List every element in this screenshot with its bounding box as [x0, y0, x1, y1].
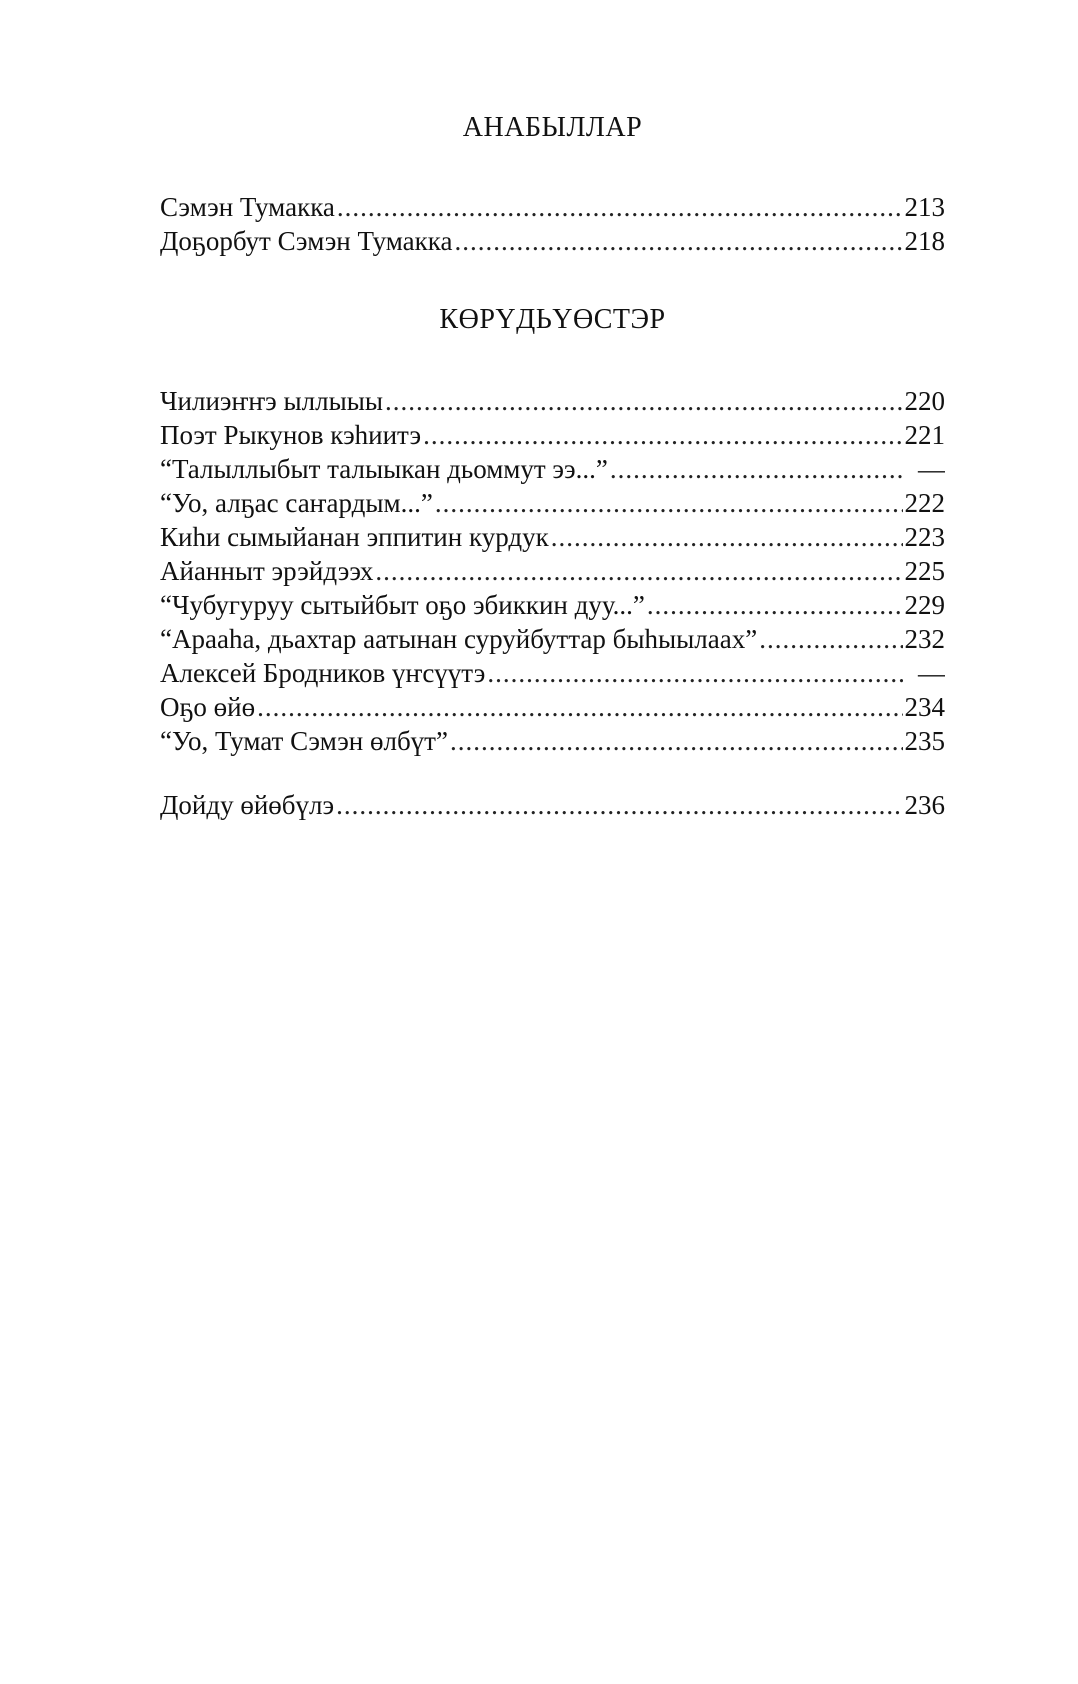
closing-entries: [160, 788, 945, 822]
toc-entry-title: Оҕо өйө: [160, 692, 256, 722]
toc-entry-page: 225: [904, 556, 945, 586]
dot-leader: [385, 384, 902, 418]
toc-entry-title: “Арааһа, дьахтар аатынан суруйбуттар быһыылаах”: [160, 624, 758, 654]
toc-entry-title: Дойду өйөбүлэ: [160, 790, 335, 820]
toc-entry-title: Поэт Рыкунов кэһиитэ: [160, 420, 422, 450]
dot-leader: [759, 622, 902, 656]
toc-entry-title: “Чубугуруу сытыйбыт оҕо эбиккин дуу...”: [160, 590, 645, 620]
toc-entry-page: 223: [904, 522, 945, 552]
section-entries-anabyllar: [160, 190, 945, 258]
toc-entry[interactable]: [160, 190, 945, 224]
dot-leader: [257, 690, 902, 724]
toc-entry-page: 234: [904, 692, 945, 722]
toc-entry-page: 218: [904, 226, 945, 256]
toc-entry-title: Айанныт эрэйдээх: [160, 556, 374, 586]
dot-leader: [423, 418, 902, 452]
dot-leader: [450, 724, 903, 758]
dot-leader: [337, 190, 903, 224]
toc-entry[interactable]: [160, 486, 945, 520]
toc-entry-title: “Талыллыбыт талыыкан дьоммут ээ...”: [160, 454, 608, 484]
toc-entry-title: Сэмэн Тумакка: [160, 192, 335, 222]
toc-entry-title: Чилиэҥҥэ ыллыыы: [160, 386, 384, 416]
toc-entry-page: 229: [904, 590, 945, 620]
toc-entry[interactable]: [160, 656, 945, 690]
toc-entry-page: 235: [904, 726, 945, 756]
dot-leader: [551, 520, 903, 554]
toc-entry[interactable]: [160, 520, 945, 554]
toc-entry-title: Доҕорбут Сэмэн Тумакка: [160, 226, 453, 256]
toc-entry[interactable]: [160, 384, 945, 418]
toc-entry-page: 213: [904, 192, 945, 222]
toc-entry-page: 222: [904, 488, 945, 518]
toc-entry-page: 232: [904, 624, 945, 654]
toc-entry-title: Алексей Бродников үҥсүүтэ: [160, 658, 486, 688]
toc-entry[interactable]: [160, 622, 945, 656]
dot-leader: [487, 656, 903, 690]
toc-entry[interactable]: [160, 588, 945, 622]
toc-entry[interactable]: [160, 554, 945, 588]
toc-entry-title: “Уо, Тумат Сэмэн өлбүт”: [160, 726, 448, 756]
dot-leader: [375, 554, 902, 588]
dot-leader: [454, 224, 902, 258]
toc-entry-page: —: [918, 658, 945, 688]
dot-leader: [435, 486, 903, 520]
section-entries-koruduostar: [160, 384, 945, 758]
toc-entry[interactable]: [160, 690, 945, 724]
dot-leader: [336, 788, 902, 822]
section-title-anabyllar: АНАБЫЛЛАР: [462, 112, 643, 143]
section-title-koruduostar: КӨРҮДЬҮӨСТЭР: [439, 304, 666, 335]
dot-leader: [610, 452, 903, 486]
toc-entry[interactable]: [160, 452, 945, 486]
toc-entry-page: —: [918, 454, 945, 484]
toc-entry[interactable]: [160, 418, 945, 452]
toc-entry-title: Киһи сымыйанан эппитин курдук: [160, 522, 549, 552]
toc-entry-page: 221: [904, 420, 945, 450]
table-of-contents: [160, 110, 945, 822]
toc-entry-page: 236: [904, 790, 945, 820]
toc-entry-page: 220: [904, 386, 945, 416]
toc-entry[interactable]: [160, 224, 945, 258]
toc-entry-title: “Уо, алҕас саҥардым...”: [160, 488, 433, 518]
toc-entry[interactable]: [160, 724, 945, 758]
toc-entry[interactable]: [160, 788, 945, 822]
dot-leader: [647, 588, 903, 622]
